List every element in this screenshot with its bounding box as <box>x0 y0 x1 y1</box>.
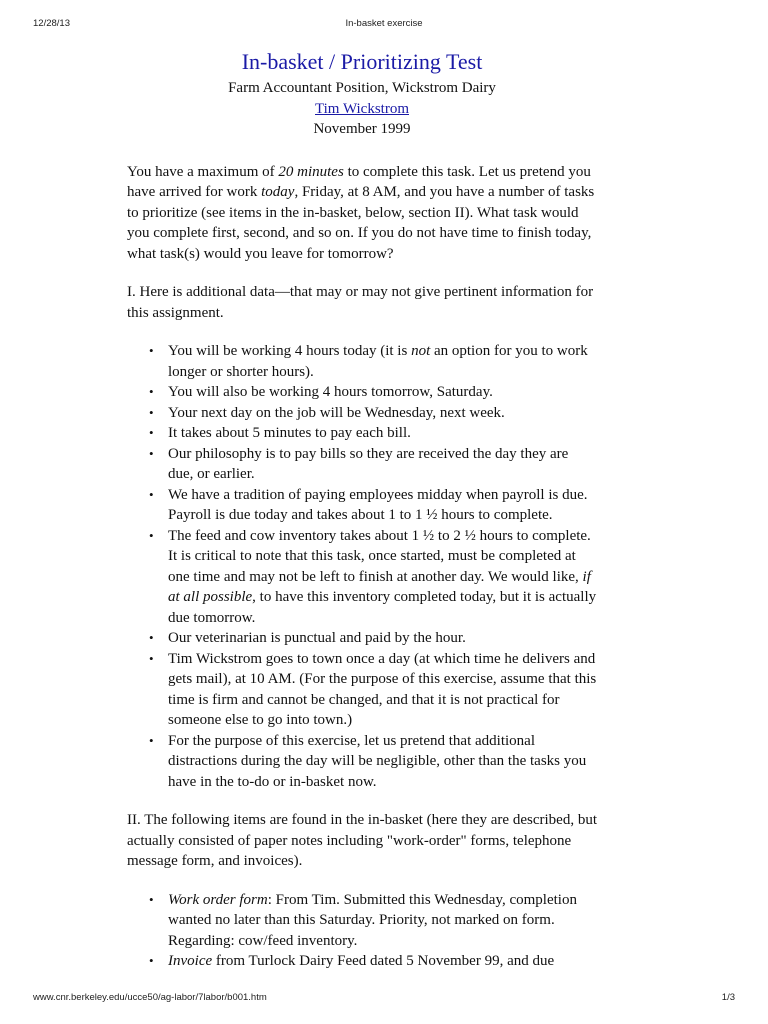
list-item: • Your next day on the job will be Wednesday, next week. <box>149 404 505 421</box>
print-url: www.cnr.berkeley.edu/ucce50/ag-labor/7labor/b001.htm <box>33 992 267 1003</box>
list-item: • Our philosophy is to pay bills so they are received the day they are due, or earlier. <box>149 445 569 482</box>
list-item: • We have a tradition of paying employees midday when payroll is due. Payroll is due today and takes about 1 to 1 ½ hours to complete. <box>149 486 588 523</box>
author-link[interactable]: Tim Wickstrom <box>315 100 409 117</box>
document-body <box>127 48 597 972</box>
intro-paragraph: You have a maximum of 20 minutes to complete this task. Let us pretend you have arrived for work today, Friday, at 8 AM, and you have a number of tasks to prioritize (see items in the in-basket, below, section II). What task would you complete first, second, and so on. If you do not have time to finish today, what task(s) would you leave for tomorrow? <box>127 163 595 262</box>
section-two-heading: II. The following items are found in the in-basket (here they are described, but actually consisted of paper notes including "work-order" forms, telephone message form, and invoices). <box>127 812 597 869</box>
list-item: • It takes about 5 minutes to pay each bill. <box>149 425 411 441</box>
list-item: • You will also be working 4 hours tomorrow, Saturday. <box>149 384 493 400</box>
print-header <box>0 18 768 34</box>
list-item: • Work order form: From Tim. Submitted this Wednesday, completion wanted no later than this Saturday. Priority, not marked on form. Regarding: cow/feed inventory. <box>149 891 577 949</box>
page-subtitle: Farm Accountant Position, Wickstrom Dairy <box>228 80 496 96</box>
list-item: • The feed and cow inventory takes about 1 ½ to 2 ½ hours to complete. It is critical to note that this task, once started, must be completed at one time and may not be left to finish at another day. We would like, if at all possible, to have this inventory completed today, but it is actually due tomorrow. <box>149 527 597 626</box>
section-one-heading: I. Here is additional data—that may or may not give pertinent information for this assignment. <box>127 284 594 321</box>
list-item: • You will be working 4 hours today (it is not an option for you to work longer or shorter hours). <box>149 343 588 380</box>
document-date: November 1999 <box>313 121 411 137</box>
list-item: • Invoice from Turlock Dairy Feed dated 5 November 99, and due <box>149 953 555 969</box>
list-item: • Tim Wickstrom goes to town once a day (at which time he delivers and gets mail), at 10 AM. (For the purpose of this exercise, assume that this time is firm and cannot be changed, and that it is not practical for someone else to go into town.) <box>149 650 597 728</box>
list-item: • For the purpose of this exercise, let us pretend that additional distractions during the day will be negligible, other than the tasks you have in the to-do or in-basket now. <box>149 732 587 790</box>
list-item: • Our veterinarian is punctual and paid by the hour. <box>149 630 466 646</box>
section-one-list <box>127 341 597 792</box>
section-two-list <box>127 890 597 972</box>
author-line <box>127 99 597 120</box>
print-page-number: 1/3 <box>721 992 735 1003</box>
print-page-title: In-basket exercise <box>345 18 423 29</box>
page-title: In-basket / Prioritizing Test <box>241 49 483 74</box>
print-footer <box>0 992 768 1008</box>
print-date: 12/28/13 <box>33 18 70 29</box>
